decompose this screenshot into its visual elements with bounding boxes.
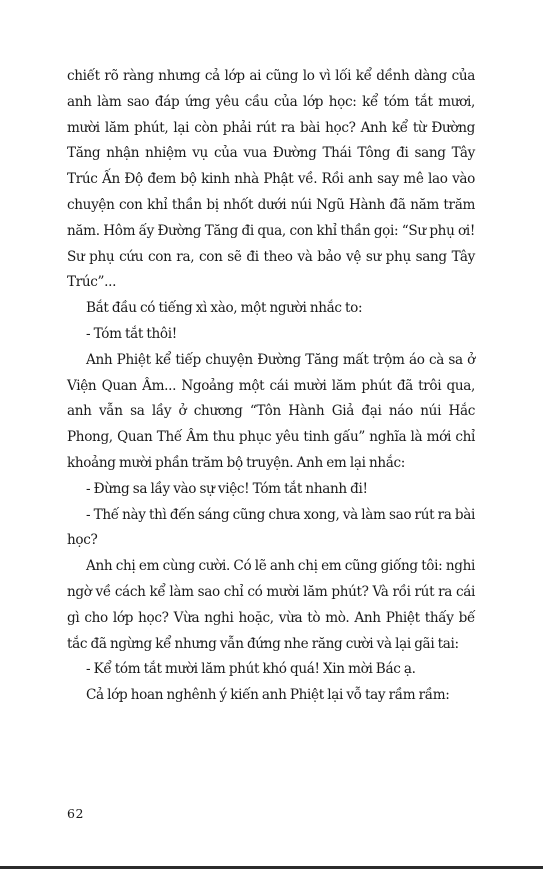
paragraph: - Kể tóm tắt mười lăm phút khó quá! Xin mời Bác ạ. <box>86 661 416 678</box>
paragraph: Anh Phiệt kể tiếp chuyện Đường Tăng mất trộm áo cà sa ở Viện Quan Âm... Ngoảng một cái mười lăm phút đã trôi qua, anh vẫn sa lầy ở chương “Tôn Hành Giả đại náo núi Hắc Phong, Quan Thế Âm thu phục yêu tinh gấu” nghĩa là mới chỉ khoảng mười phần trăm bộ truyện. Anh em lại nhắc: <box>67 351 475 471</box>
paragraph: - Tóm tắt thôi! <box>86 325 177 342</box>
paragraph: - Đừng sa lầy vào sự việc! Tóm tắt nhanh đi! <box>86 480 368 497</box>
page-number: 62 <box>67 806 84 821</box>
paragraph: - Thế này thì đến sáng cũng chưa xong, và làm sao rút ra bài học? <box>67 506 475 549</box>
paragraph: Bắt đầu có tiếng xì xào, một người nhắc to: <box>86 300 363 317</box>
paragraph: Anh chị em cùng cười. Có lẽ anh chị em cũng giống tôi: nghi ngờ về cách kể làm sao chỉ có mười lăm phút? Và rồi rút ra cái gì cho lớp học? Vừa nghi hoặc, vừa tò mò. Anh Phiệt thấy bế tắc đã ngừng kể nhưng vẫn đứng nhe răng cười và lại gãi tai: <box>67 558 475 652</box>
paragraph: chiết rõ ràng nhưng cả lớp ai cũng lo vì lối kể dềnh dàng của anh làm sao đáp ứng yêu cầu của lớp học: kể tóm tắt mươi, mười lăm phút, lại còn phải rút ra bài học? Anh kể từ Đường Tăng nhận nhiệm vụ của vua Đường Thái Tông đi sang Tây Trúc Ấn Độ đem bộ kinh nhà Phật về. Rồi anh say mê lao vào chuyện con khỉ thần bị nhốt dưới núi Ngũ Hành đã năm trăm năm. Hôm ấy Đường Tăng đi qua, con khỉ thần gọi: “Sư phụ ơi! Sư phụ cứu con ra, con sẽ đi theo và bảo vệ sư phụ sang Tây Trúc”... <box>67 68 475 291</box>
page-body-text <box>67 64 475 709</box>
paragraph: Cả lớp hoan nghênh ý kiến anh Phiệt lại vỗ tay rầm rầm: <box>86 687 450 704</box>
